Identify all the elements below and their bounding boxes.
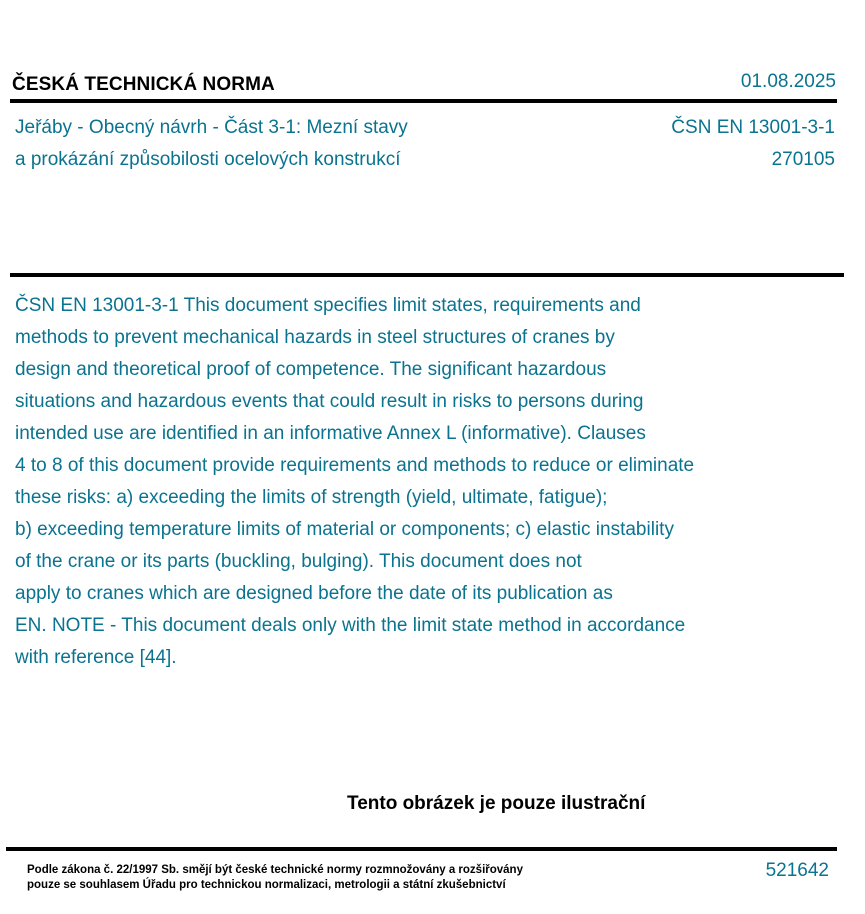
classification-number: 270105	[771, 149, 835, 170]
norm-header-title: ČESKÁ TECHNICKÁ NORMA	[12, 74, 275, 95]
abstract-text: ČSN EN 13001-3-1 This document specifies limit states, requirements and methods to prevent mechanical hazards in steel structures of cranes by design and theoretical proof of competence. The significant hazardous situations and hazardous events that could result in risks to persons during intended use are identified in an informative Annex L (informative). Clauses 4 to 8 of this document provide requirements and methods to reduce or eliminate these risks: a) exceeding the limits of strength (yield, ultimate, fatigue); b) exceeding temperature limits of material or components; c) elastic instability of the crane or its parts (buckling, bulging). This document does not apply to cranes which are designed before the date of its publication as EN. NOTE - This document deals only with the limit state method in accordance with reference [44].	[15, 295, 695, 668]
header-divider	[10, 99, 837, 103]
illustration-note: Tento obrázek je pouze ilustrační	[347, 793, 646, 814]
document-number: 521642	[765, 860, 829, 881]
footer-divider	[6, 847, 837, 851]
title-divider	[10, 273, 844, 277]
standard-title-line-1: Jeřáby - Obecný návrh - Část 3-1: Mezní stavy	[15, 117, 408, 138]
standard-code: ČSN EN 13001-3-1	[671, 117, 835, 138]
standard-title-line-2: a prokázání způsobilosti ocelových konstrukcí	[15, 149, 401, 170]
publication-date: 01.08.2025	[740, 71, 836, 92]
legal-notice: Podle zákona č. 22/1997 Sb. smějí být české technické normy rozmnožovány a rozšiřovány pouze se souhlasem Úřadu pro technickou normalizaci, metrologii a státní zkušebnictví	[27, 864, 523, 891]
